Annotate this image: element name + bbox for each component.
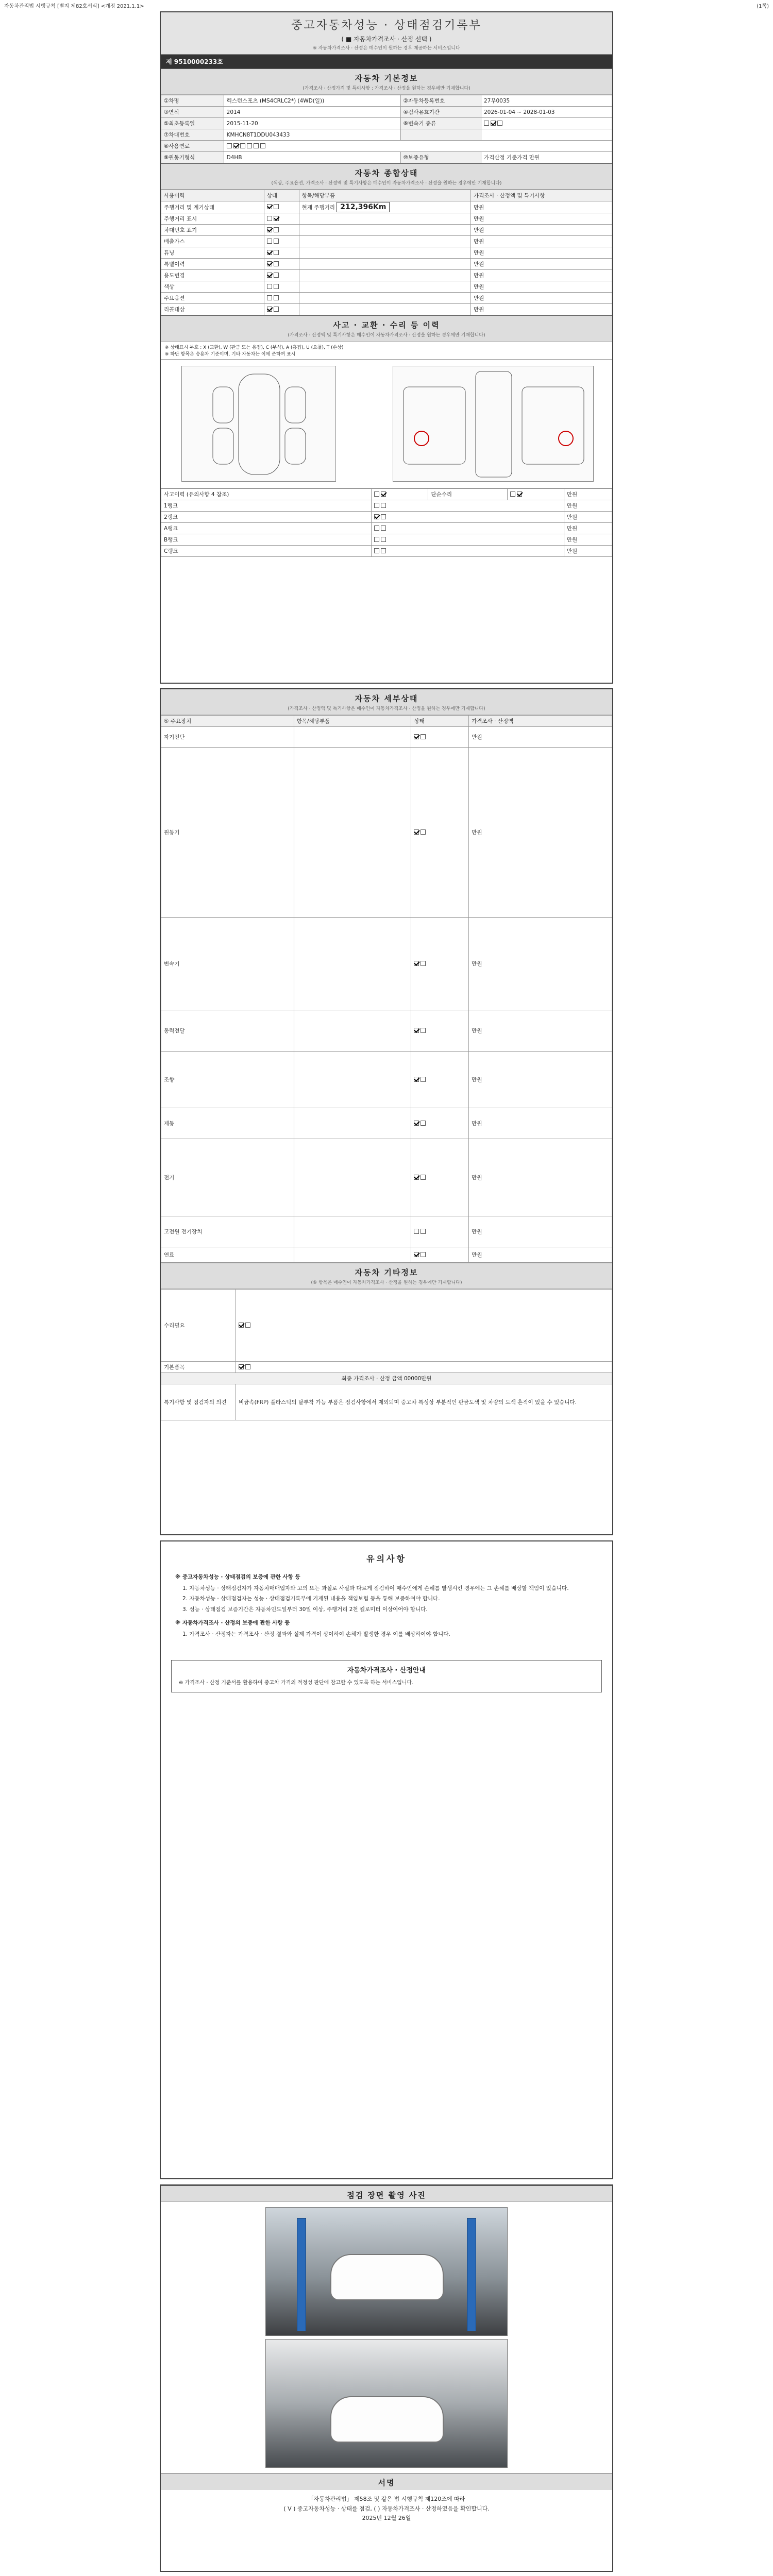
checkbox[interactable] [274,261,279,266]
sheet-page-1 [160,11,613,684]
checkbox[interactable] [267,284,272,289]
car-photo-shape [330,2254,444,2300]
checkbox[interactable] [260,143,265,148]
other-table [161,1289,612,1420]
price-base [481,152,612,163]
checkbox[interactable] [381,492,386,497]
price-unit: 만원 [470,225,612,236]
section-title: 서명 [378,2478,395,2487]
col-header: 항목/해당부품 [299,190,470,201]
checkbox[interactable] [247,143,252,148]
price-unit: 만원 [470,293,612,304]
col-header: 상태 [264,190,299,201]
row-label: 배출가스 [161,236,264,247]
checkbox[interactable] [421,1077,426,1082]
box-title: 자동차가격조사 · 산정안내 [347,1667,426,1675]
checkbox[interactable] [274,239,279,244]
checkbox[interactable] [274,284,279,289]
checkbox[interactable] [414,1077,419,1082]
checkbox[interactable] [254,143,259,148]
form-title: 중고자동차성능 · 상태점검기록부 [291,19,482,32]
col-header: ⑤ 주요장치 [161,716,294,727]
car-outline-icon [182,366,337,482]
period-value: 2026-01-04 ~ 2028-01-03 [481,107,612,118]
checkbox[interactable] [421,961,426,966]
price-unit: 만원 [529,155,540,161]
price-unit: 만원 [564,512,612,523]
lift-post [467,2218,476,2331]
special-text: 비금속(FRP) 플라스틱의 탈부착 가능 부품은 점검사항에서 제외되며 중고차 특성상 부분적인 판금도색 및 차량의 도색 흔적이 있을 수 있습니다. [236,1384,612,1420]
odometer-label: 현재 주행거리 [301,205,335,211]
checkbox[interactable] [414,1028,419,1033]
checkbox[interactable] [267,204,272,209]
form-header [161,12,612,55]
checkbox[interactable] [414,829,419,835]
checkbox[interactable] [381,548,386,553]
sheet-page-4 [160,2184,613,2572]
car-diagram [161,360,612,488]
group-label: 자기진단 [161,727,294,748]
price-unit: 만원 [470,304,612,315]
checkbox[interactable] [491,121,496,126]
section-sign [161,2473,612,2489]
checkbox[interactable] [381,503,386,508]
section-basic [161,69,612,95]
price-unit: 만원 [469,748,612,918]
row-label: 튜닝 [161,247,264,259]
checkbox[interactable] [374,548,379,553]
car-name-value: 렉스턴스포츠 (MS4CRLC2*) (4WD(일)) [224,95,400,107]
section-subtitle: (가격조사 · 산정액 및 특기사항은 매수인이 자동차가격조사 · 산정을 원하는 경우에만 기재합니다) [288,333,485,338]
summary-table [161,190,612,315]
checkbox[interactable] [267,216,272,221]
checkbox[interactable] [267,295,272,300]
checkbox[interactable] [414,1175,419,1180]
checkbox[interactable] [374,537,379,542]
checkbox[interactable] [267,227,272,232]
row-label: 수리필요 [161,1290,236,1362]
checkbox[interactable] [414,734,419,739]
sign-line: ( V ) 중고자동차성능 · 상태를 점검, ( ) 자동차가격조사 · 산정하였음을 확인합니다. [283,2505,490,2512]
trans-options [481,118,612,129]
sign-line: 「자동차관리법」 제58조 및 같은 법 시행규칙 제120조에 따라 [308,2496,465,2502]
box-text: ※ 가격조사 · 산정 기준서를 활용하여 중고차 가격의 적정성 판단에 참고할 수 있도록 하는 서비스입니다. [179,1680,414,1686]
checkbox[interactable] [233,143,239,148]
section-title: 자동차 기본정보 [355,74,418,83]
car-name-label: ①차명 [161,95,224,107]
section-summary [161,163,612,190]
checkbox[interactable] [374,526,379,531]
checkbox[interactable] [267,261,272,266]
price-unit: 만원 [564,534,612,546]
warranty-label: ⑩보증유형 [400,152,481,163]
group-label: 동력전달 [161,1010,294,1052]
notice-heading: ※ 중고자동차성능 · 상태점검의 보증에 관한 사항 등 [175,1573,300,1580]
fuel-options [224,141,612,152]
section-detail [161,689,612,715]
sheet-page-2 [160,688,613,1535]
checkbox[interactable] [374,514,379,519]
form-subtitle: ( ■ 자동차가격조사 · 산정 선택 ) [341,36,432,43]
row-label: 차대번호 표기 [161,225,264,236]
motor-value: D4HB [224,152,400,163]
checkbox[interactable] [414,1121,419,1126]
checkbox[interactable] [274,295,279,300]
row-label: 리콜대상 [161,304,264,315]
reg-value: 27무0035 [481,95,612,107]
checkbox[interactable] [227,143,232,148]
section-title: 점검 장면 촬영 사진 [347,2191,426,2200]
car-photo-shape [330,2396,444,2443]
col-header: 상태 [411,716,469,727]
row-label: 주행거리 및 계기상태 [161,201,264,213]
rank-label: 2랭크 [161,512,372,523]
group-label: 고전원 전기장치 [161,1216,294,1247]
col-header: 사용이력 [161,190,264,201]
checkbox[interactable] [274,273,279,278]
checkbox[interactable] [414,1229,419,1234]
price-unit: 만원 [470,247,612,259]
price-unit: 만원 [470,259,612,270]
row-label: 기본품목 [161,1362,236,1373]
price-unit: 만원 [469,1216,612,1247]
section-other [161,1263,612,1289]
price-unit: 만원 [470,236,612,247]
group-label: 전기 [161,1139,294,1216]
rank-label: C랭크 [161,546,372,557]
price-base-label: 가격산정 기준가격 [483,155,528,161]
checkbox[interactable] [421,734,426,739]
sheet-page-3 [160,1540,613,2179]
checkbox[interactable] [381,526,386,531]
pricing-info-box [171,1660,602,1692]
notice-section [161,1541,612,1648]
group-label: 원동기 [161,748,294,918]
basic-info-table [161,95,612,163]
year-value: 2014 [224,107,400,118]
checkbox[interactable] [374,492,379,497]
motor-label: ⑨원동기형식 [161,152,224,163]
reg-label: ②자동차등록번호 [400,95,481,107]
checkbox[interactable] [274,250,279,255]
form-note: ※ 자동차가격조사 · 산정은 매수인이 원하는 경우 제공하는 서비스입니다 [313,46,460,51]
price-unit: 만원 [564,546,612,557]
frame-outline-icon [393,366,594,482]
section-subtitle: (가격조사 · 산정액 및 특기사항은 매수인이 자동차가격조사 · 산정을 원하는 경우에만 기재합니다) [288,706,485,711]
inspection-photo-front [265,2207,508,2336]
first-reg-value: 2015-11-20 [224,118,400,129]
price-unit: 만원 [470,281,612,293]
checkbox[interactable] [374,503,379,508]
final-price-value: 00000만원 [404,1376,432,1382]
section-title: 자동차 기타정보 [355,1268,418,1277]
legend-line: ※ 하단 항목은 승용차 기준이며, 기타 자동차는 이에 준하여 표시 [165,352,296,357]
simple-repair-label: 단순수리 [428,489,507,500]
price-unit: 만원 [470,270,612,281]
section-subtitle: (색상, 주요옵션, 가격조사 · 산정액 및 특기사항은 매수인이 자동차가격조사 · 산정을 원하는 경우에만 기재합니다) [271,181,502,186]
row-label: 색상 [161,281,264,293]
checkbox[interactable] [381,514,386,519]
checkbox[interactable] [510,492,515,497]
price-unit: 만원 [564,523,612,534]
checkbox[interactable] [274,307,279,312]
detail-table [161,715,612,1263]
section-photos [161,2185,612,2202]
period-label: ④검사유효기간 [400,107,481,118]
group-label: 조향 [161,1052,294,1108]
fuel-label: ⑧사용연료 [161,141,224,152]
price-unit: 만원 [469,1010,612,1052]
price-unit: 만원 [469,918,612,1010]
form-reference [0,0,773,9]
checkbox[interactable] [421,1229,426,1234]
legend-line: ※ 상태표시 부호 : X (교환), W (판금 또는 용접), C (부식), A (흠집), U (요철), T (손상) [165,345,344,350]
group-label: 연료 [161,1247,294,1263]
rank-label: A랭크 [161,523,372,534]
checkbox[interactable] [274,204,279,209]
checkbox[interactable] [274,216,279,221]
notice-paragraph: 2. 자동차성능 · 상태점검자는 성능 · 상태점검기록부에 기재된 내용을 책임보험 등을 통해 보증하여야 합니다. [182,1596,440,1602]
notice-heading: ※ 자동차가격조사 · 산정의 보증에 관한 사항 등 [175,1619,290,1626]
price-unit: 만원 [469,727,612,748]
price-unit: 만원 [469,1052,612,1108]
form-law-label: 자동차관리법 시행규칙 [별지 제82호서식] <개정 2021.1.1> [4,4,144,9]
frame-diagram [393,366,594,482]
checkbox[interactable] [239,1323,244,1328]
vin-label: ⑦차대번호 [161,129,224,141]
checkbox[interactable] [497,121,502,126]
group-label: 변속기 [161,918,294,1010]
price-unit: 만원 [564,489,612,500]
group-label: 제동 [161,1108,294,1139]
notice-paragraph: 1. 자동차성능 · 상태점검자가 자동차매매업자와 고의 또는 과실로 사실과 다르게 점검하여 매수인에게 손해를 발생시킨 경우에는 그 손해를 배상할 책임이 있습니다. [182,1585,569,1592]
section-subtitle: (가격조사 · 산정가격 및 특이사항 : 가격조사 · 산정을 원하는 경우에만 기재합니다) [303,86,470,91]
section-title: 사고 · 교환 · 수리 등 이력 [333,320,440,330]
section-title: 자동차 종합상태 [355,168,418,178]
checkbox[interactable] [517,492,522,497]
page-index: (1쪽) [757,4,769,9]
checkbox[interactable] [414,961,419,966]
section-subtitle: (⑥ 항목은 매수인이 자동차가격조사 · 산정을 원하는 경우에만 기재합니다) [311,1280,462,1285]
price-unit: 만원 [564,500,612,512]
accident-history-label: 사고이력 (유의사항 4 참조) [161,489,372,500]
price-unit: 만원 [470,213,612,225]
checkbox[interactable] [267,307,272,312]
notice-title: 유의사항 [366,1554,407,1564]
checkbox[interactable] [421,1028,426,1033]
price-unit: 만원 [469,1247,612,1263]
checkbox[interactable] [421,1175,426,1180]
lift-post [297,2218,306,2331]
year-label: ③연식 [161,107,224,118]
vin-value: KMHCN8T1DDU043433 [224,129,400,141]
accident-legend [161,342,612,360]
accident-table [161,488,612,557]
exterior-diagram [181,366,336,482]
col-header: 항목/해당부품 [294,716,411,727]
checkbox[interactable] [245,1364,250,1369]
inspection-photo-side [265,2339,508,2468]
checkbox[interactable] [239,1364,244,1369]
checkbox[interactable] [421,1121,426,1126]
notice-paragraph: 3. 성능 · 상태점검 보증기간은 자동차인도일부터 30일 이상, 주행거리 2천 킬로미터 이상이어야 합니다. [182,1606,428,1613]
rank-label: 1랭크 [161,500,372,512]
special-label: 특기사항 및 점검자의 의견 [161,1384,236,1420]
price-unit: 만원 [470,201,612,213]
signature-block [161,2489,612,2529]
checkbox[interactable] [267,239,272,244]
row-label: 주요옵션 [161,293,264,304]
section-title: 자동차 세부상태 [355,694,418,703]
notice-paragraph: 1. 가격조사 · 산정자는 가격조사 · 산정 결과와 실제 가격이 상이하여 손해가 발생한 경우 이를 배상하여야 합니다. [182,1631,450,1638]
price-unit: 만원 [469,1108,612,1139]
price-unit: 만원 [469,1139,612,1216]
sign-date: 2025년 12월 26일 [362,2515,411,2522]
first-reg-label: ⑤최초등록일 [161,118,224,129]
checkbox[interactable] [267,273,272,278]
checkbox[interactable] [414,1252,419,1257]
record-number: 제 9510000233호 [161,55,612,69]
checkbox[interactable] [421,829,426,835]
checkbox[interactable] [267,250,272,255]
rank-label: B랭크 [161,534,372,546]
row-label: 주행거리 표시 [161,213,264,225]
row-label: 용도변경 [161,270,264,281]
col-header: 가격조사 · 산정액 [469,716,612,727]
col-header: 가격조사 · 산정액 및 특기사항 [470,190,612,201]
odometer-value: 212,396Km [337,202,390,212]
checkbox[interactable] [240,143,245,148]
row-label: 특별이력 [161,259,264,270]
trans-label: ⑥변속기 종류 [400,118,481,129]
checkbox[interactable] [484,121,489,126]
checkbox[interactable] [274,227,279,232]
checkbox[interactable] [245,1323,250,1328]
final-price-label: 최종 가격조사 · 산정 금액 [341,1376,402,1382]
section-accident [161,315,612,342]
checkbox[interactable] [381,537,386,542]
checkbox[interactable] [421,1252,426,1257]
